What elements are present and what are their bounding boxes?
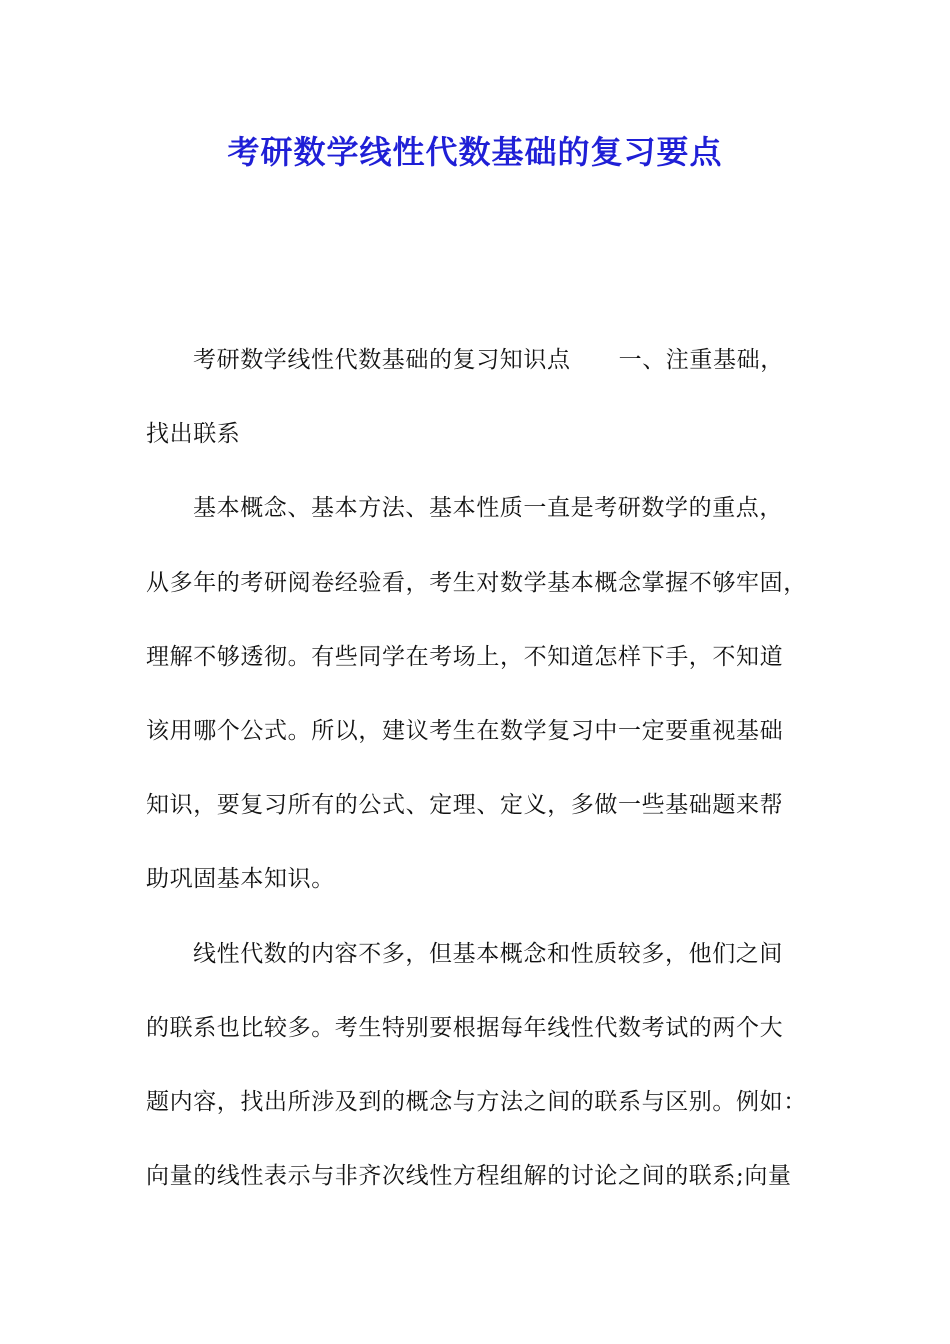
body-line — [146, 336, 826, 410]
body-line: 线性代数的内容不多，但基本概念和性质较多，他们之间 — [193, 940, 783, 967]
body-line: 找出联系 — [146, 421, 241, 448]
body-line: 该用哪个公式。所以，建议考生在数学复习中一定要重视基础 — [146, 717, 784, 744]
body-line-segment: 考研数学线性代数基础的复习知识点 — [193, 347, 571, 373]
body-line: 助巩固基本知识。 — [146, 866, 335, 893]
body-line: 基本概念、基本方法、基本性质一直是考研数学的重点， — [193, 495, 783, 522]
body-line-segment: 一、注重基础， — [618, 347, 784, 373]
body-line: 向量的线性表示与非齐次线性方程组解的讨论之间的联系;向量 — [146, 1163, 792, 1190]
document-body — [146, 336, 826, 1226]
body-line: 的联系也比较多。考生特别要根据每年线性代数考试的两个大 — [146, 1014, 784, 1041]
body-line: 题内容，找出所涉及到的概念与方法之间的联系与区别。例如： — [146, 1088, 807, 1115]
body-line: 从多年的考研阅卷经验看，考生对数学基本概念掌握不够牢固， — [146, 569, 807, 596]
body-line: 知识，要复习所有的公式、定理、定义，多做一些基础题来帮 — [146, 792, 784, 819]
document-title: 考研数学线性代数基础的复习要点 — [227, 133, 723, 171]
body-line: 理解不够透彻。有些同学在考场上，不知道怎样下手，不知道 — [146, 643, 784, 670]
